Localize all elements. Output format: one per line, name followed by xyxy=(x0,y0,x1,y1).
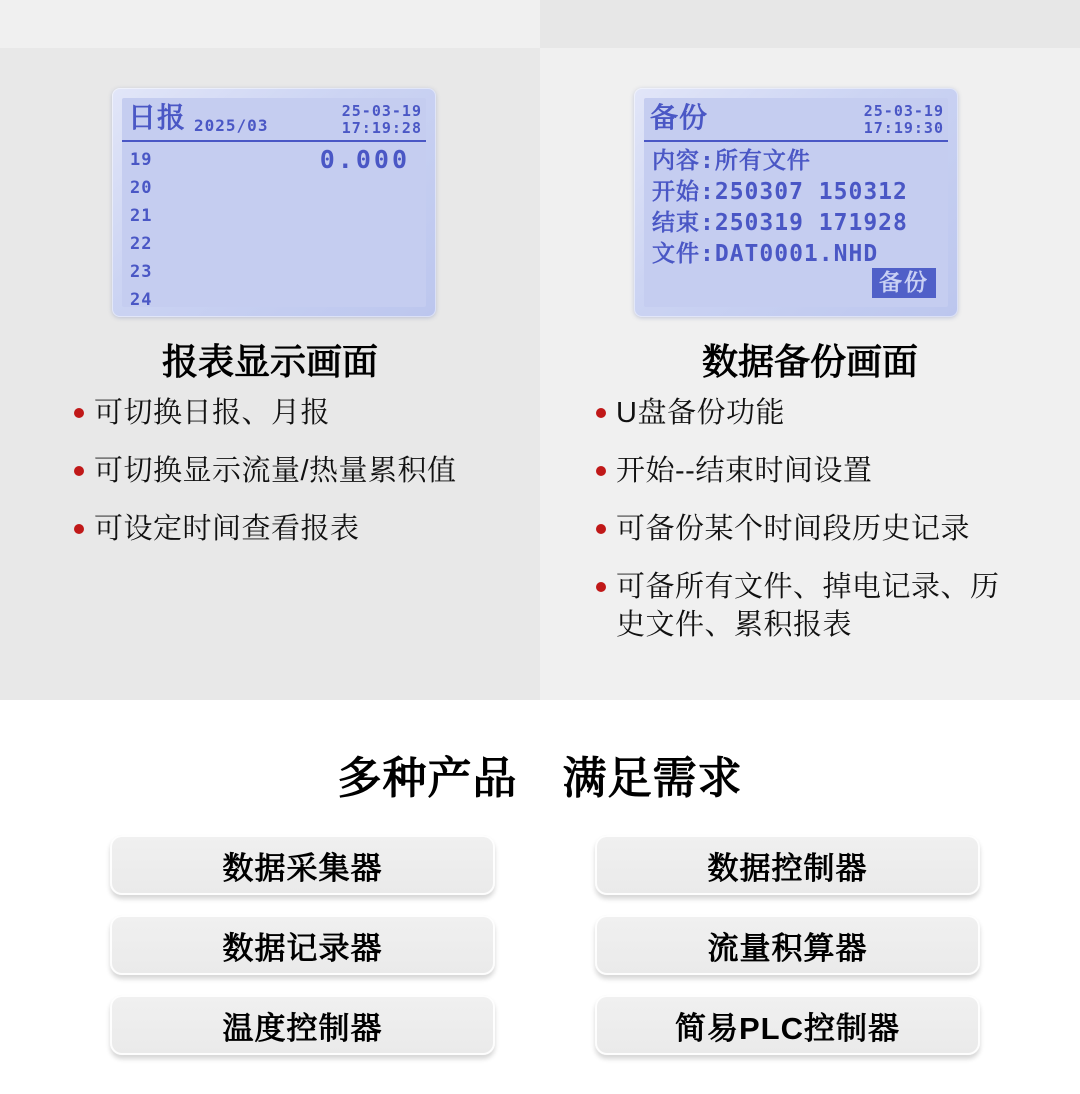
lcd-hour-row: 21 xyxy=(130,206,153,226)
top-strip-left xyxy=(0,0,540,48)
products-section xyxy=(0,700,1080,1094)
list-item: 可备所有文件、掉电记录、历史文件、累积报表 xyxy=(596,568,1020,644)
backup-lcd-photo xyxy=(634,88,958,317)
list-item: 可设定时间查看报表 xyxy=(74,510,457,548)
bullet-dot-icon xyxy=(596,408,606,418)
report-bullet-list xyxy=(74,394,457,568)
backup-caption: 数据备份画面 xyxy=(701,341,918,382)
list-item: 开始--结束时间设置 xyxy=(596,452,1020,490)
report-lcd-datetime xyxy=(342,103,422,137)
backup-field-start: 开始:250307 150312 xyxy=(652,179,908,205)
bullet-dot-icon xyxy=(596,466,606,476)
product-button-flow-totalizer[interactable]: 流量积算器 xyxy=(595,915,980,975)
backup-lcd-body xyxy=(644,142,948,307)
backup-field-end: 结束:250319 171928 xyxy=(652,210,908,236)
bullet-dot-icon xyxy=(596,524,606,534)
product-button-data-controller[interactable]: 数据控制器 xyxy=(595,835,980,895)
bullet-dot-icon xyxy=(74,466,84,476)
report-lcd-photo xyxy=(112,88,436,317)
lcd-hour-row: 22 xyxy=(130,234,153,254)
top-strip-right xyxy=(540,0,1080,48)
list-item: U盘备份功能 xyxy=(596,394,1020,432)
product-button-temperature-controller[interactable]: 温度控制器 xyxy=(110,995,495,1055)
product-button-data-collector[interactable]: 数据采集器 xyxy=(110,835,495,895)
backup-lcd-datetime xyxy=(864,103,944,137)
list-item: 可切换日报、月报 xyxy=(74,394,457,432)
report-lcd-screen xyxy=(122,98,426,307)
backup-bullet-list xyxy=(596,394,1020,664)
products-grid xyxy=(110,835,980,1055)
backup-field-content: 内容:所有文件 xyxy=(652,148,811,174)
backup-lcd-screen xyxy=(644,98,948,307)
report-caption: 报表显示画面 xyxy=(161,341,378,382)
report-lcd-header xyxy=(122,98,426,142)
lcd-hour-row: 20 xyxy=(130,178,153,198)
list-item: 可备份某个时间段历史记录 xyxy=(596,510,1020,548)
report-lcd-value: 0.000 xyxy=(319,145,410,174)
bullet-dot-icon xyxy=(74,524,84,534)
backup-field-file: 文件:DAT0001.NHD xyxy=(652,241,879,267)
backup-panel xyxy=(540,48,1080,700)
report-lcd-body xyxy=(122,142,426,307)
backup-lcd-title: 备份 xyxy=(650,101,709,134)
list-item: 可切换显示流量/热量累积值 xyxy=(74,452,457,490)
products-heading: 多种产品 满足需求 xyxy=(337,754,743,803)
product-button-plc-controller[interactable]: 简易PLC控制器 xyxy=(595,995,980,1055)
lcd-hour-row: 19 xyxy=(130,150,153,170)
bullet-dot-icon xyxy=(74,408,84,418)
report-lcd-time: 17:19:28 xyxy=(341,119,422,137)
backup-lcd-time: 17:19:30 xyxy=(863,119,944,137)
lcd-backup-button: 备份 xyxy=(872,268,936,298)
report-lcd-period: 2025/03 xyxy=(194,116,269,135)
report-lcd-title: 日报 xyxy=(128,101,187,134)
lcd-hour-row: 24 xyxy=(130,290,153,307)
lcd-hour-row: 23 xyxy=(130,262,153,282)
report-panel xyxy=(0,48,540,700)
bullet-dot-icon xyxy=(596,582,606,592)
report-lcd-date: 25-03-19 xyxy=(341,102,422,120)
backup-lcd-header xyxy=(644,98,948,142)
product-button-data-recorder[interactable]: 数据记录器 xyxy=(110,915,495,975)
backup-lcd-date: 25-03-19 xyxy=(863,102,944,120)
